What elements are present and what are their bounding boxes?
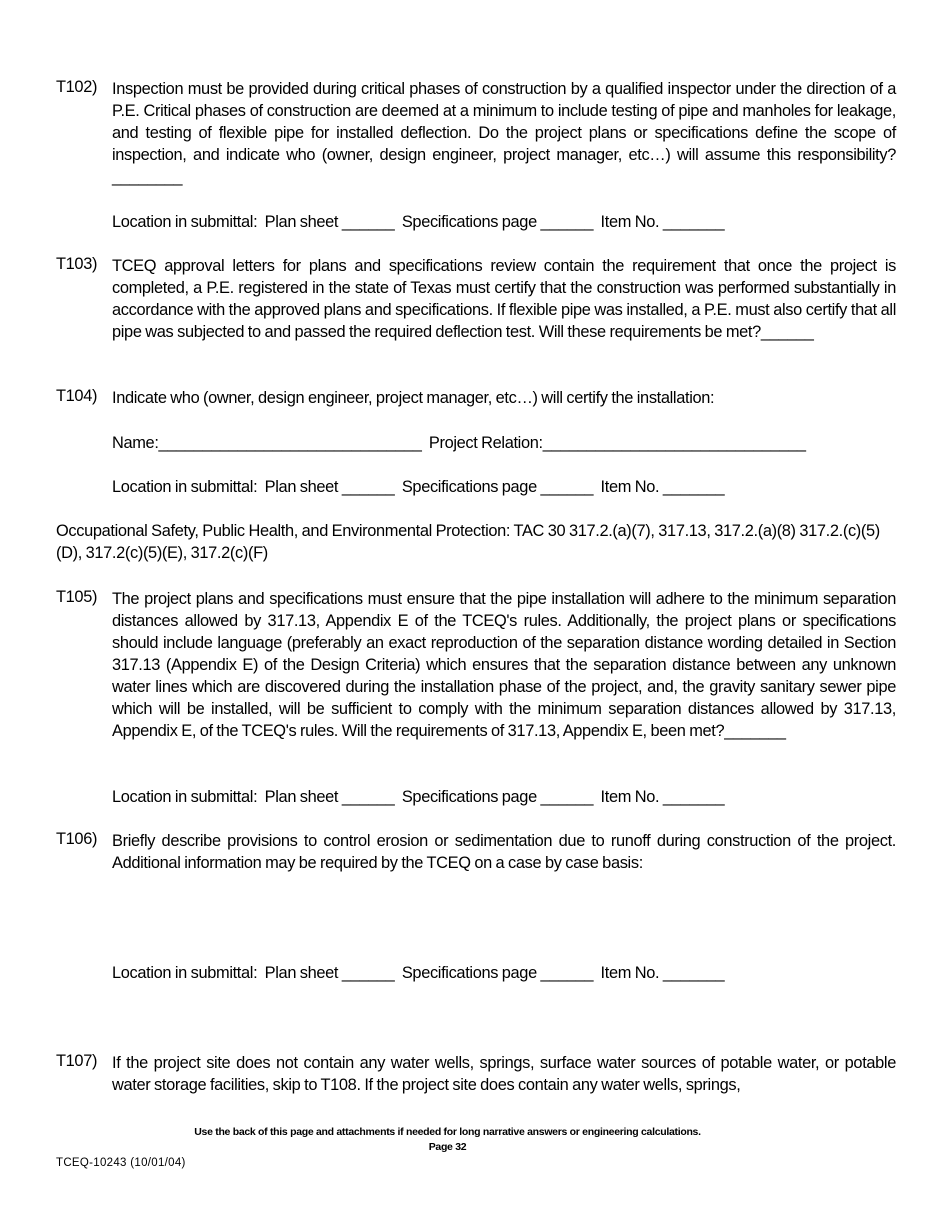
question-text: Indicate who (owner, design engineer, project manager, etc…) will certify the installation: (112, 389, 715, 407)
question-text: Inspection must be provided during critical phases of construction by a qualified inspector under the direction of a P.E. Critical phases of construction are deemed at a minimum to include testing of pipe and manholes for leakage, and testing of flexible pipe for installed deflection. Do the project plans or specifications define the scope of inspection, and indicate who (owner, design engineer, project manager, etc…) will assume this responsibility?________ (112, 80, 896, 186)
question-number: T103) (56, 255, 98, 273)
question-text: Briefly describe provisions to control erosion or sedimentation due to runoff during construction of the project. Additional information may be required by the TCEQ on a case by case basis: (112, 832, 896, 872)
question-t102 (56, 78, 896, 188)
page-number: Page 32 (428, 1141, 467, 1153)
question-t106 (56, 830, 896, 874)
question-t107 (56, 1052, 896, 1096)
form-id: TCEQ-10243 (10/01/04) (56, 1157, 186, 1169)
t102-location-line[interactable]: Location in submittal: Plan sheet ______ Specifications page ______ Item No. _______ (112, 213, 725, 231)
question-number: T105) (56, 588, 98, 606)
section-heading: Occupational Safety, Public Health, and Environmental Protection: TAC 30 317.2.(a)(7), 317.13, 317.2.(a)(8) 317.2.(c)(5)(D), 317.2(c)(5)(E), 317.2(c)(F) (56, 522, 880, 562)
question-t105 (56, 588, 896, 742)
question-t103 (56, 255, 896, 343)
question-number: T102) (56, 78, 98, 96)
t105-location-line[interactable]: Location in submittal: Plan sheet ______ Specifications page ______ Item No. _______ (112, 788, 725, 806)
question-number: T104) (56, 387, 98, 405)
question-number: T106) (56, 830, 98, 848)
t104-location-line[interactable]: Location in submittal: Plan sheet ______ Specifications page ______ Item No. _______ (112, 478, 725, 496)
t104-name-relation-line[interactable]: Name:______________________________ Project Relation:______________________________ (112, 434, 806, 452)
question-number: T107) (56, 1052, 98, 1070)
question-text: The project plans and specifications must ensure that the pipe installation will adhere to the minimum separation distances allowed by 317.13, Appendix E of the TCEQ's rules. Additionally, the project plans or specifications should include language (preferably an exact reproduction of the separation distance wording detailed in Section 317.13 (Appendix E) of the Design Criteria) which ensures that the separation distance between any unknown water lines which are discovered during the installation phase of the project, and, the gravity sanitary sewer pipe which will be installed, will be sufficient to comply with the minimum separation distances allowed by 317.13, Appendix E, of the TCEQ's rules. Will the requirements of 317.13, Appendix E, been met?_______ (112, 590, 896, 740)
question-text: If the project site does not contain any water wells, springs, surface water sources of potable water, or potable water storage facilities, skip to T108. If the project site does contain any water wells, springs, (112, 1054, 896, 1094)
question-t104 (56, 387, 896, 409)
question-text: TCEQ approval letters for plans and specifications review contain the requirement that once the project is completed, a P.E. registered in the state of Texas must certify that the construction was performed substantially in accordance with the approved plans and specifications. If flexible pipe was installed, a P.E. must also certify that all pipe was subjected to and passed the required deflection test. Will these requirements be met?______ (112, 257, 896, 341)
footer-note: Use the back of this page and attachments if needed for long narrative answers or engineering calculations. (194, 1126, 701, 1138)
t106-location-line[interactable]: Location in submittal: Plan sheet ______ Specifications page ______ Item No. _______ (112, 964, 725, 982)
